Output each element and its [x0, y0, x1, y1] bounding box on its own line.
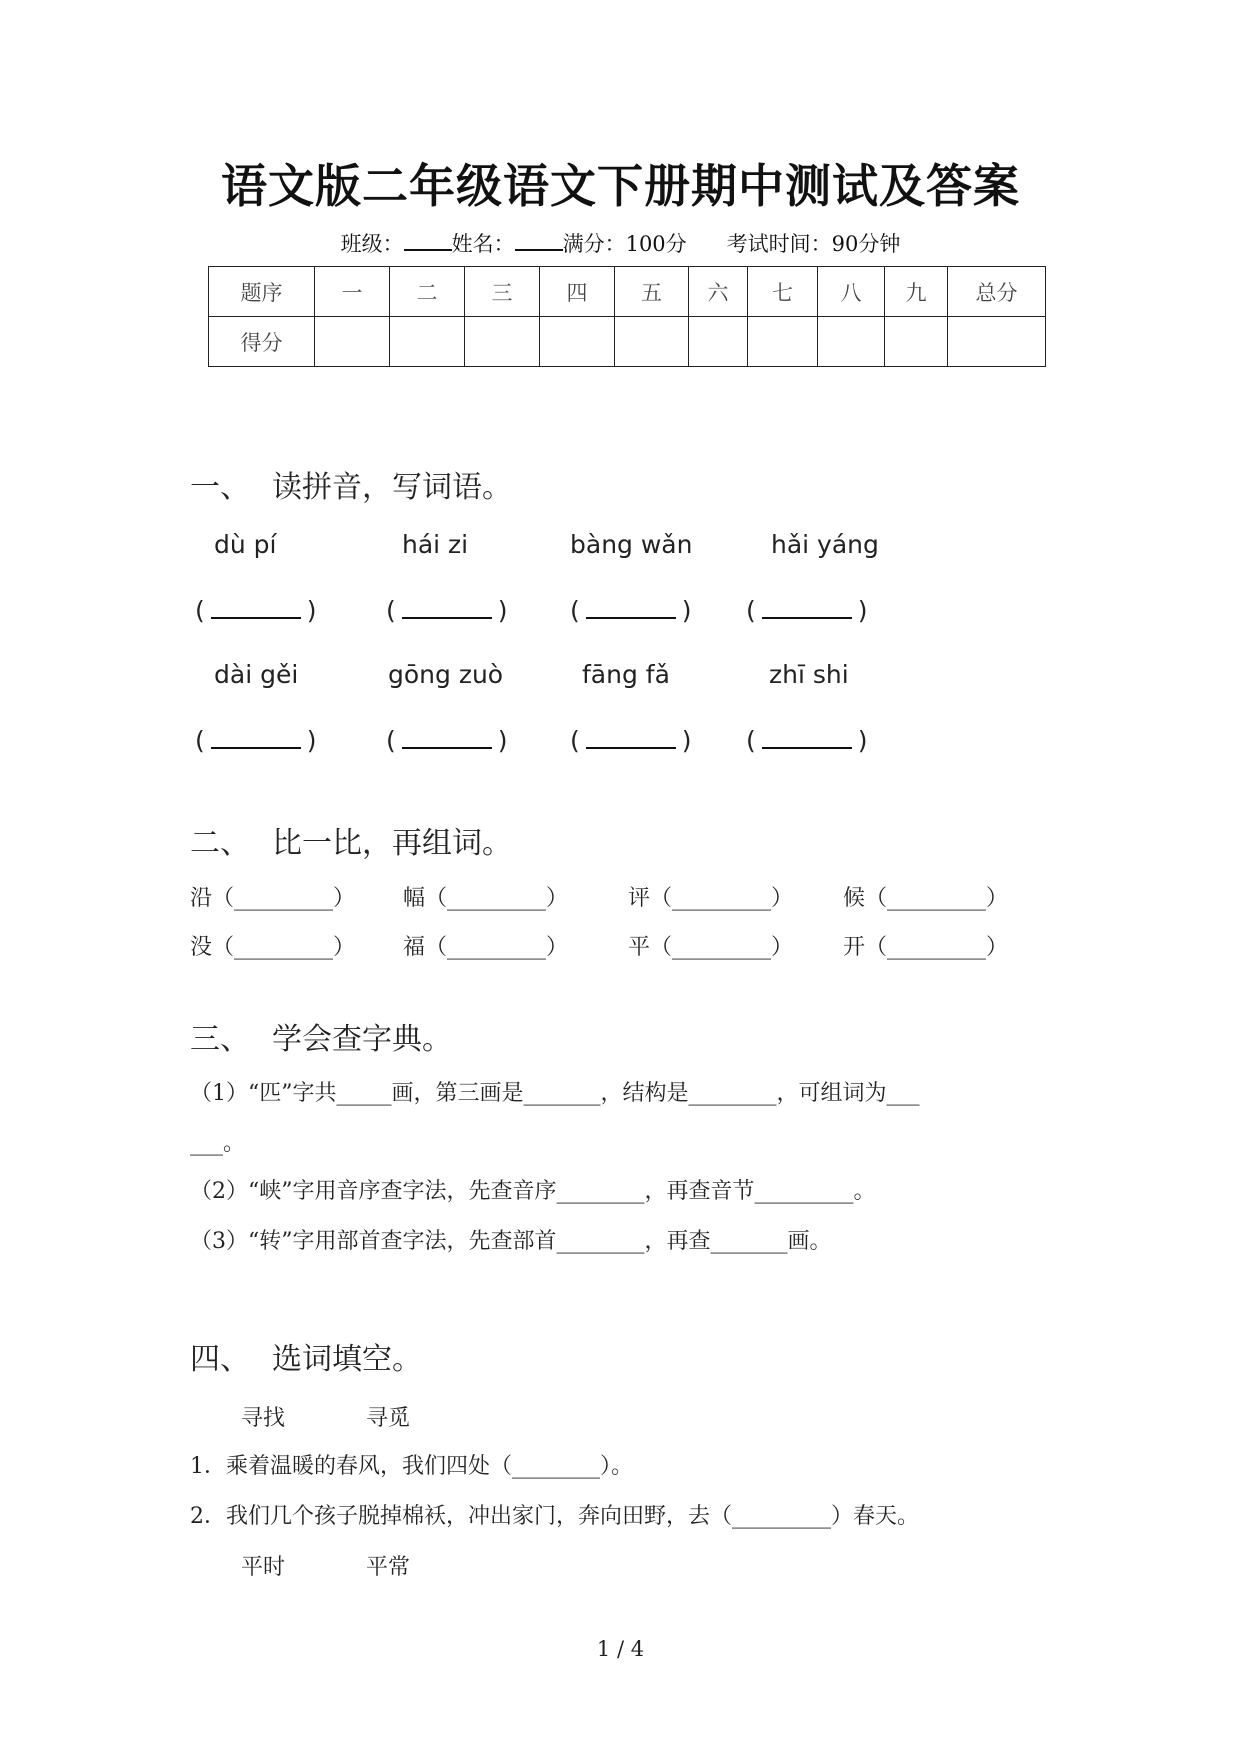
header-cell: 题序 — [209, 267, 315, 317]
pinyin-item: zhī shi — [769, 660, 849, 689]
score-cell[interactable] — [689, 317, 748, 367]
pinyin-item: hái zi — [402, 530, 469, 559]
pinyin-item: hǎi yáng — [771, 530, 879, 559]
dictionary-question-1-cont: ___。 — [190, 1131, 246, 1156]
exam-info-line — [0, 228, 1241, 258]
dictionary-question-1[interactable]: （1）“匹”字共_____画，第三画是_______，结构是________，可组词为___ — [190, 1081, 920, 1106]
section4-title: 选词填空。 — [272, 1342, 422, 1377]
score-cell[interactable] — [540, 317, 615, 367]
compare-item[interactable]: 福（_________） — [403, 935, 569, 960]
score-cell[interactable] — [315, 317, 390, 367]
score-table — [208, 266, 1046, 367]
name-label: 姓名： — [451, 232, 515, 256]
header-cell: 四 — [540, 267, 615, 317]
header-cell: 二 — [390, 267, 465, 317]
score-cell[interactable] — [818, 317, 885, 367]
class-label: 班级： — [340, 232, 404, 256]
section3-heading — [190, 1014, 452, 1058]
section2-heading — [190, 818, 512, 862]
answer-blank[interactable]: ( ) — [195, 726, 317, 755]
section1-title: 读拼音，写词语。 — [272, 470, 512, 505]
pinyin-item: dài gěi — [214, 660, 299, 689]
exam-time: 考试时间：90分钟 — [726, 232, 901, 256]
full-score: 满分：100分 — [562, 232, 687, 256]
page-title: 语文版二年级语文下册期中测试及答案 — [221, 159, 1020, 213]
answer-blank[interactable]: ( ) — [570, 726, 692, 755]
header-cell: 一 — [315, 267, 390, 317]
header-cell: 六 — [689, 267, 748, 317]
answer-blank[interactable]: ( ) — [386, 596, 508, 625]
section1-heading — [190, 462, 512, 506]
word-choice: 平常 — [366, 1555, 411, 1580]
section4-number: 四、 — [190, 1342, 250, 1377]
pinyin-item: dù pí — [214, 530, 277, 559]
compare-item[interactable]: 沿（_________） — [190, 886, 356, 911]
compare-item[interactable]: 幅（_________） — [403, 886, 569, 911]
word-choice: 寻找 — [241, 1406, 286, 1431]
answer-blank[interactable]: ( ) — [746, 596, 868, 625]
compare-item[interactable]: 评（_________） — [628, 886, 794, 911]
score-cell[interactable] — [465, 317, 540, 367]
word-choice: 平时 — [241, 1555, 286, 1580]
score-table-header-row — [209, 267, 1046, 317]
dictionary-question-3[interactable]: （3）“转”字用部首查字法，先查部首________，再查_______画。 — [190, 1229, 832, 1254]
compare-item[interactable]: 平（_________） — [628, 935, 794, 960]
answer-blank[interactable]: ( ) — [570, 596, 692, 625]
section3-title: 学会查字典。 — [272, 1022, 452, 1057]
header-cell: 八 — [818, 267, 885, 317]
page-number: 1 / 4 — [596, 1637, 645, 1661]
section4-heading — [190, 1334, 422, 1378]
fill-sentence-2[interactable]: 2．我们几个孩子脱掉棉袄，冲出家门，奔向田野，去（_________）春天。 — [190, 1504, 919, 1529]
header-cell: 总分 — [948, 267, 1046, 317]
score-cell[interactable] — [748, 317, 818, 367]
score-cell[interactable] — [948, 317, 1046, 367]
pinyin-item: fāng fǎ — [582, 660, 670, 689]
score-table-score-row — [209, 317, 1046, 367]
score-cell[interactable] — [885, 317, 948, 367]
score-row-label: 得分 — [209, 317, 315, 367]
section3-number: 三、 — [190, 1022, 250, 1057]
header-cell: 五 — [615, 267, 689, 317]
answer-blank[interactable]: ( ) — [746, 726, 868, 755]
compare-item[interactable]: 没（_________） — [190, 935, 356, 960]
compare-item[interactable]: 开（_________） — [843, 935, 1009, 960]
fill-sentence-1[interactable]: 1．乘着温暖的春风，我们四处（________）。 — [190, 1454, 633, 1479]
dictionary-question-2[interactable]: （2）“峡”字用音序查字法，先查音序________，再查音节_________。 — [190, 1179, 876, 1204]
score-cell[interactable] — [390, 317, 465, 367]
section2-number: 二、 — [190, 826, 250, 861]
compare-item[interactable]: 候（_________） — [843, 886, 1009, 911]
word-choice: 寻觅 — [366, 1406, 411, 1431]
header-cell: 七 — [748, 267, 818, 317]
section2-title: 比一比，再组词。 — [272, 826, 512, 861]
answer-blank[interactable]: ( ) — [195, 596, 317, 625]
answer-blank[interactable]: ( ) — [386, 726, 508, 755]
pinyin-item: gōng zuò — [388, 660, 504, 689]
header-cell: 九 — [885, 267, 948, 317]
class-blank[interactable] — [404, 231, 452, 251]
score-cell[interactable] — [615, 317, 689, 367]
pinyin-item: bàng wǎn — [570, 530, 693, 559]
section1-number: 一、 — [190, 470, 250, 505]
header-cell: 三 — [465, 267, 540, 317]
name-blank[interactable] — [515, 231, 563, 251]
